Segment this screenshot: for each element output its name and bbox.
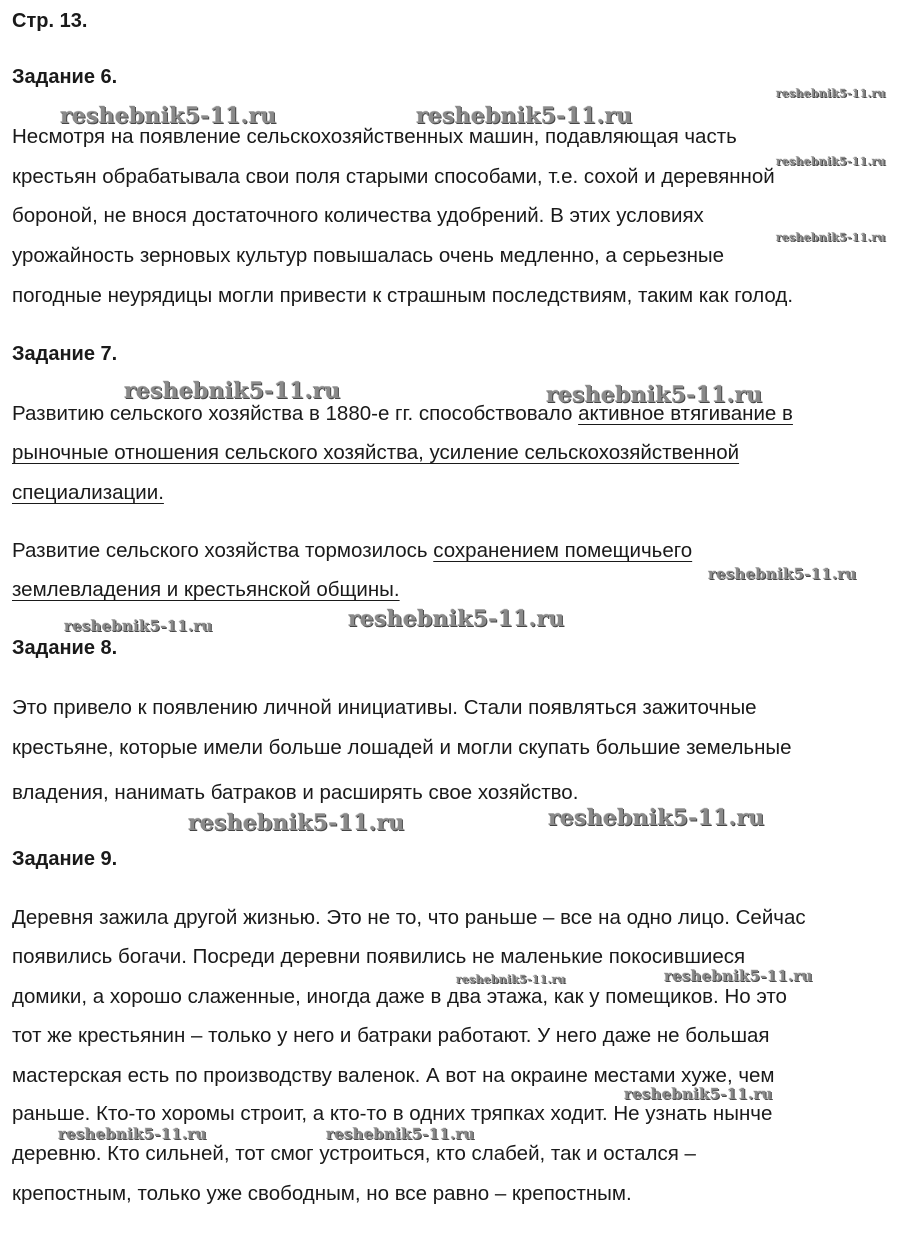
task-8-line-1: Это привело к появлению личной инициативы. Стали появляться зажиточные (12, 696, 757, 719)
watermark: reshebnik5-11.ru (776, 155, 886, 168)
watermark: reshebnik5-11.ru (708, 565, 857, 583)
watermark: reshebnik5-11.ru (776, 231, 886, 244)
task-6-line-5: погодные неурядицы могли привести к страшным последствиям, таким как голод. (12, 284, 794, 307)
task-7-para-1-answer: активное втягивание в (578, 402, 793, 425)
task-6-heading: Задание 6. (12, 66, 118, 88)
task-6-line-3: бороной, не внося достаточного количества удобрений. В этих условиях (12, 204, 704, 227)
watermark: reshebnik5-11.ru (456, 973, 566, 986)
task-9-line-4: тот же крестьянин – только у него и батраки работают. У него даже не большая (12, 1024, 770, 1047)
watermark: reshebnik5-11.ru (58, 1125, 207, 1143)
task-7-para-1-text: Развитию сельского хозяйства в 1880-е гг. способствовало (12, 402, 579, 425)
page-number-header: Стр. 13. (12, 10, 88, 32)
task-7-para-2-line-1 (12, 539, 692, 563)
task-7-para-2-line-2: землевладения и крестьянской общины. (12, 578, 400, 601)
task-7-para-1-line-3: специализации. (12, 481, 164, 504)
task-8-line-3: владения, нанимать батраков и расширять свое хозяйство. (12, 781, 579, 804)
watermark: reshebnik5-11.ru (664, 967, 813, 985)
watermark: reshebnik5-11.ru (326, 1125, 475, 1143)
watermark: reshebnik5-11.ru (124, 378, 341, 404)
task-6-line-4: урожайность зерновых культур повышалась очень медленно, а серьезные (12, 244, 725, 267)
task-6-line-2: крестьян обрабатывала свои поля старыми способами, т.е. сохой и деревянной (12, 165, 775, 188)
task-9-line-2: появились богачи. Посреди деревни появились не маленькие покосившиеся (12, 945, 746, 968)
task-9-line-5: мастерская есть по производству валенок. А вот на окраине местами хуже, чем (12, 1064, 775, 1087)
watermark: reshebnik5-11.ru (546, 382, 763, 408)
task-7-para-2-text: Развитие сельского хозяйства тормозилось (12, 539, 434, 562)
task-8-line-2: крестьяне, которые имели больше лошадей и могли скупать большие земельные (12, 736, 792, 759)
watermark: reshebnik5-11.ru (64, 617, 213, 635)
watermark: reshebnik5-11.ru (416, 103, 633, 129)
watermark: reshebnik5-11.ru (60, 103, 277, 129)
task-6-line-1: Несмотря на появление сельскохозяйственных машин, подавляющая часть (12, 125, 737, 148)
task-9-heading: Задание 9. (12, 848, 118, 870)
task-9-line-8: крепостным, только уже свободным, но все равно – крепостным. (12, 1182, 632, 1205)
task-7-para-1-line-2: рыночные отношения сельского хозяйства, усиление сельскохозяйственной (12, 441, 740, 464)
task-9-line-3: домики, а хорошо слаженные, иногда даже в два этажа, как у помещиков. Но это (12, 985, 787, 1008)
watermark: reshebnik5-11.ru (776, 87, 886, 100)
watermark: reshebnik5-11.ru (188, 810, 405, 836)
watermark: reshebnik5-11.ru (548, 805, 765, 831)
task-8-heading: Задание 8. (12, 637, 118, 659)
task-9-line-7: деревню. Кто сильней, тот смог устроиться, кто слабей, так и остался – (12, 1142, 696, 1165)
task-9-line-1: Деревня зажила другой жизнью. Это не то, что раньше – все на одно лицо. Сейчас (12, 906, 806, 929)
task-7-heading: Задание 7. (12, 343, 118, 365)
watermark: reshebnik5-11.ru (348, 606, 565, 632)
task-7-para-2-answer: сохранением помещичьего (433, 539, 693, 562)
task-9-line-6: раньше. Кто-то хоромы строит, а кто-то в одних тряпках ходит. Не узнать нынче (12, 1102, 773, 1125)
watermark: reshebnik5-11.ru (624, 1085, 773, 1103)
